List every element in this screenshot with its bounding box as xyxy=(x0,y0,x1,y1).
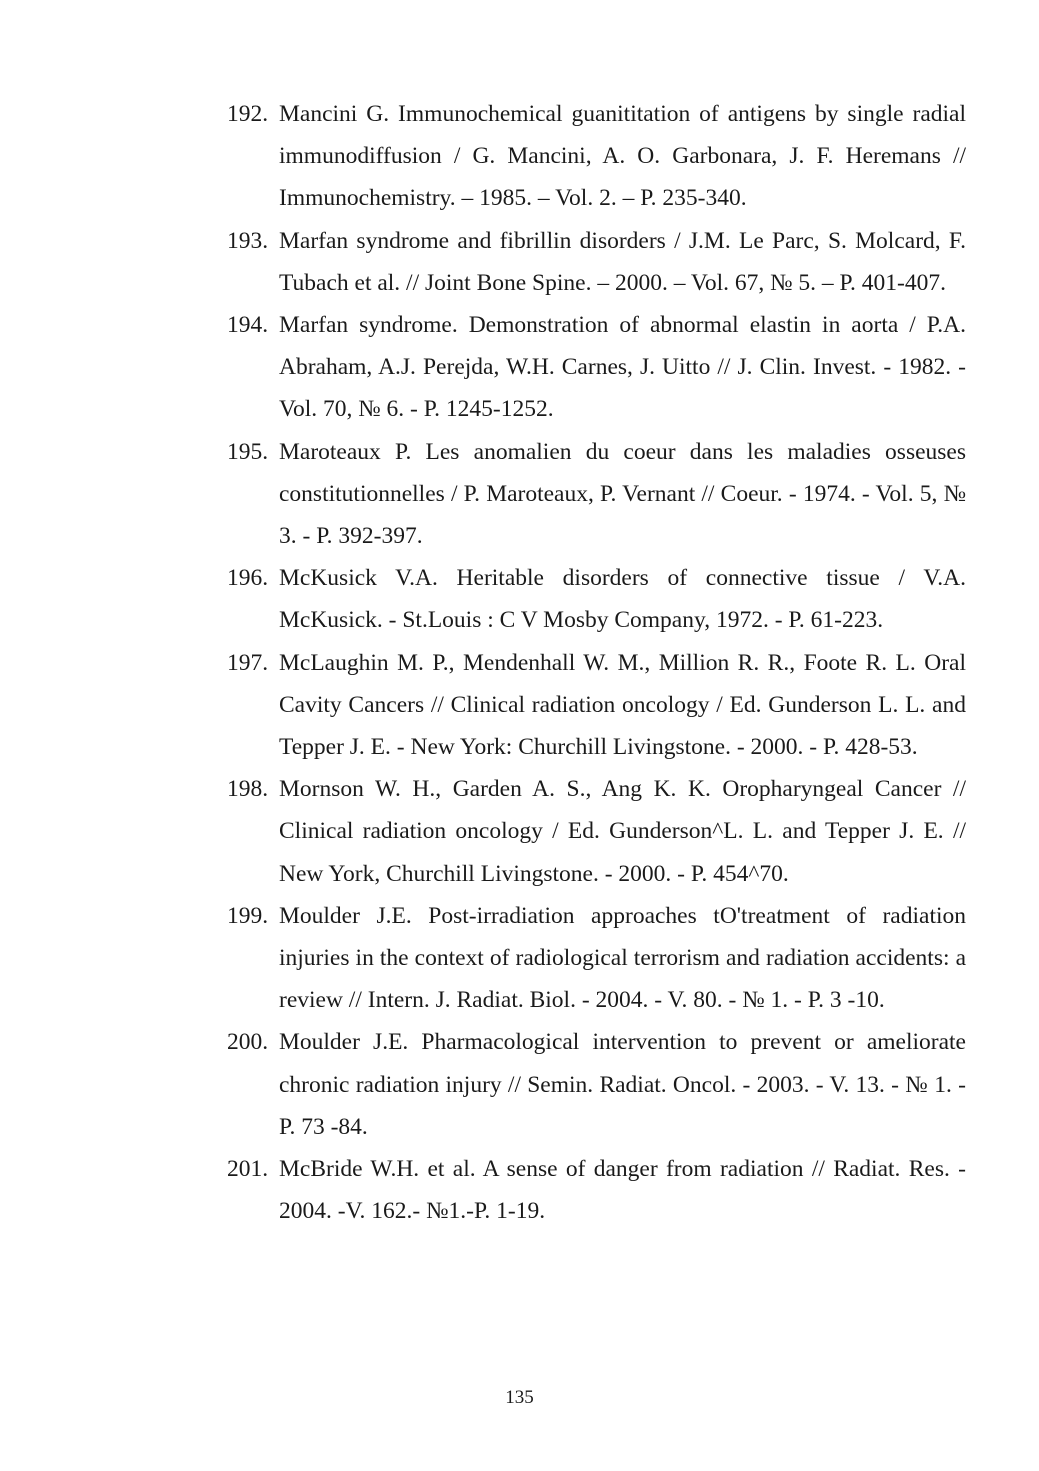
reference-item xyxy=(227,304,966,431)
reference-number: 197. xyxy=(227,649,269,676)
reference-number: 198. xyxy=(227,776,269,803)
reference-number: 192. xyxy=(227,101,269,127)
page-number: 135 xyxy=(505,1387,534,1408)
reference-text: McLaughin M. P., Mendenhall W. M., Million R. R., Foote R. L. Oral Cavity Cancers // Clinical radiation oncology / Ed. Gunderson L. L. and Tepper J. E. - New York: Churchill Livingstone. - 2000. - P. 428-53. xyxy=(279,649,966,761)
reference-item xyxy=(227,768,966,895)
reference-text: Maroteaux P. Les anomalien du coeur dans les maladies osseuses constitutionnelles / P. Maroteaux, P. Vernant // Coeur. - 1974. - Vol. 5, № 3. - P. 392-397. xyxy=(279,438,966,550)
reference-item xyxy=(227,93,966,220)
reference-number: 201. xyxy=(227,1156,269,1183)
reference-item xyxy=(227,642,966,769)
reference-number: 196. xyxy=(227,565,269,592)
reference-text: Marfan syndrome. Demonstration of abnormal elastin in aorta / P.A. Abraham, A.J. Perejda, W.H. Carnes, J. Uitto // J. Clin. Invest. - 1982. - Vol. 70, № 6. - P. 1245-1252. xyxy=(279,312,966,423)
reference-item xyxy=(227,431,966,558)
reference-list xyxy=(227,93,966,1232)
reference-item xyxy=(227,557,966,641)
reference-number: 193. xyxy=(227,227,269,254)
reference-item xyxy=(227,895,966,1022)
reference-text: Mancini G. Immunochemical guanititation of antigens by single radial immunodiffusion / G. Mancini, A. O. Garbonara, J. F. Heremans // Immunochemistry. – 1985. – Vol. 2. – P. 235-340. xyxy=(279,101,966,212)
reference-text: Marfan syndrome and fibrillin disorders / J.M. Le Parc, S. Molcard, F. Tubach et al. // Joint Bone Spine. – 2000. – Vol. 67, № 5. – P. 401-407. xyxy=(279,227,966,296)
reference-number: 194. xyxy=(227,312,269,339)
reference-text: McBride W.H. et al. A sense of danger from radiation // Radiat. Res. - 2004. -V. 162.- №1.-P. 1-19. xyxy=(279,1156,966,1225)
reference-number: 200. xyxy=(227,1029,269,1056)
reference-item xyxy=(227,220,966,304)
reference-item xyxy=(227,1021,966,1148)
reference-number: 195. xyxy=(227,438,269,465)
reference-text: McKusick V.A. Heritable disorders of connective tissue / V.A. McKusick. - St.Louis : C V Mosby Company, 1972. - P. 61-223. xyxy=(279,565,966,634)
reference-number: 199. xyxy=(227,902,269,929)
reference-text: Moulder J.E. Pharmacological intervention to prevent or ameliorate chronic radiation injury // Semin. Radiat. Oncol. - 2003. - V. 13. - № 1. - P. 73 -84. xyxy=(279,1029,966,1140)
reference-item xyxy=(227,1148,966,1232)
reference-text: Mornson W. H., Garden A. S., Ang K. K. Oropharyngeal Cancer // Clinical radiation oncology / Ed. Gunderson^L. L. and Tepper J. E. // New York, Churchill Livingstone. - 2000. - P. 454^70. xyxy=(279,776,966,887)
reference-text: Moulder J.E. Post-irradiation approaches tO'treatment of radiation injuries in the context of radiological terrorism and radiation accidents: a review // Intern. J. Radiat. Biol. - 2004. - V. 80. - № 1. - P. 3 -10. xyxy=(279,902,966,1014)
